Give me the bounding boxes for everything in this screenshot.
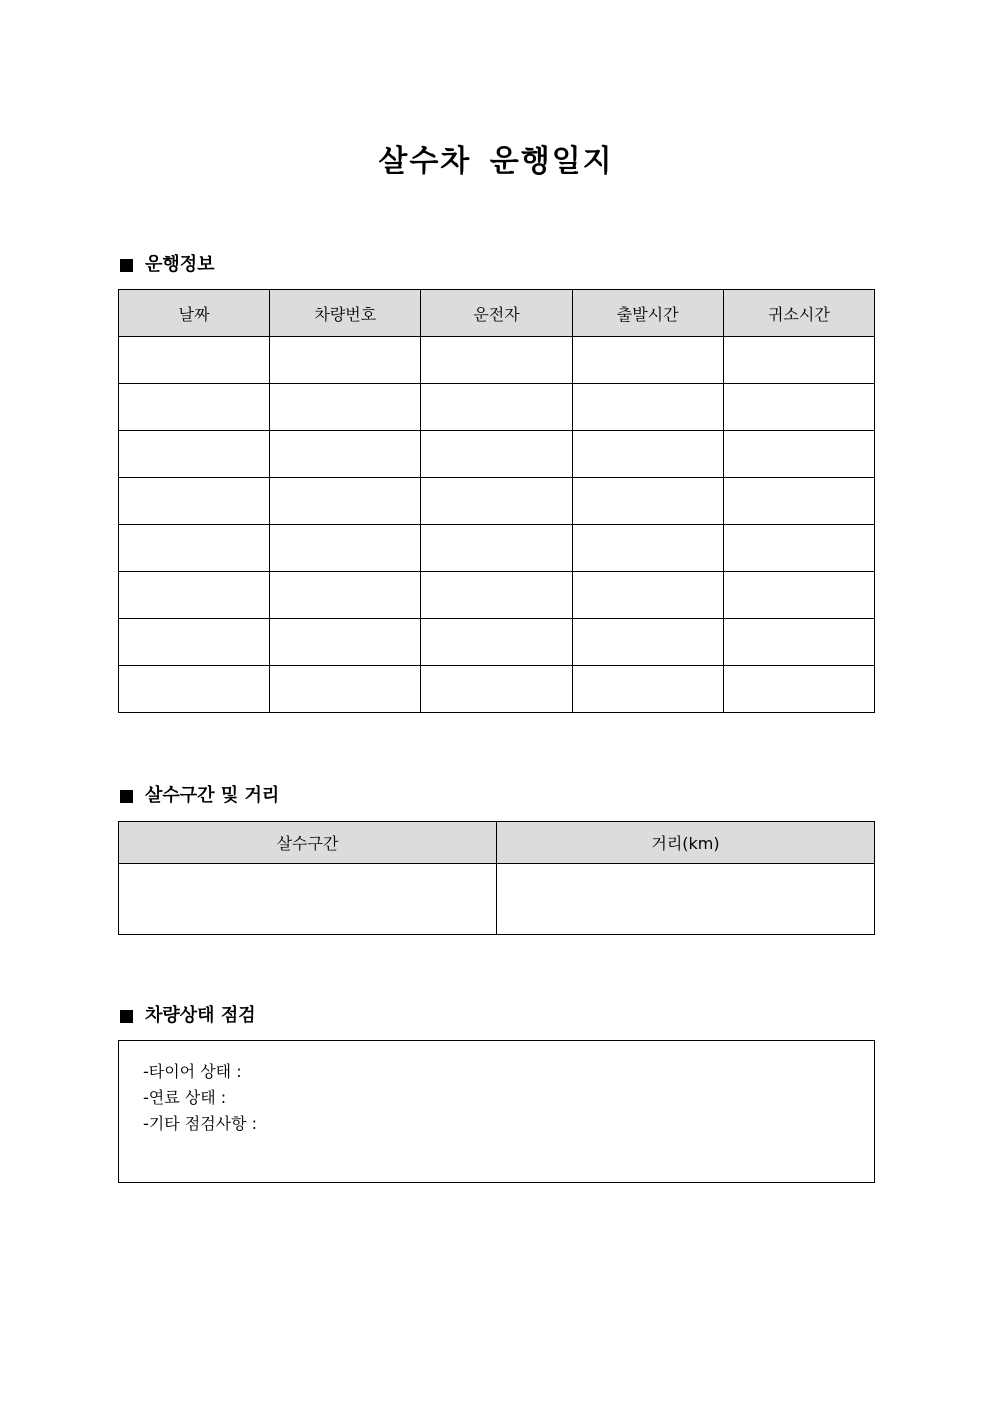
table-header-row — [119, 822, 875, 864]
table-row — [119, 666, 875, 713]
column-header-return-time: 귀소시간 — [723, 290, 874, 337]
driver-cell[interactable] — [421, 431, 572, 478]
date-cell[interactable] — [119, 572, 270, 619]
vehicle-number-cell[interactable] — [270, 337, 421, 384]
page-title: 살수차 운행일지 — [378, 144, 614, 179]
date-cell[interactable] — [119, 619, 270, 666]
departure-time-cell[interactable] — [572, 478, 723, 525]
section-heading-route — [120, 784, 279, 808]
departure-time-cell[interactable] — [572, 431, 723, 478]
driver-cell[interactable] — [421, 666, 572, 713]
section-heading-label: 차량상태 점검 — [145, 1005, 256, 1026]
return-time-cell[interactable] — [723, 525, 874, 572]
vehicle-number-cell[interactable] — [270, 431, 421, 478]
table-header-row — [119, 290, 875, 337]
return-time-cell[interactable] — [723, 666, 874, 713]
square-bullet-icon — [120, 790, 133, 803]
departure-time-cell[interactable] — [572, 384, 723, 431]
return-time-cell[interactable] — [723, 478, 874, 525]
date-cell[interactable] — [119, 384, 270, 431]
driver-cell[interactable] — [421, 572, 572, 619]
square-bullet-icon — [120, 259, 133, 272]
vehicle-number-cell[interactable] — [270, 384, 421, 431]
return-time-cell[interactable] — [723, 619, 874, 666]
column-header-distance: 거리(km) — [497, 822, 875, 864]
driver-cell[interactable] — [421, 478, 572, 525]
other-notes-line: -기타 점검사항 : — [143, 1114, 258, 1133]
date-cell[interactable] — [119, 431, 270, 478]
table-row — [119, 478, 875, 525]
spray-section-cell[interactable] — [119, 864, 497, 935]
date-cell[interactable] — [119, 337, 270, 384]
departure-time-cell[interactable] — [572, 666, 723, 713]
table-row — [119, 619, 875, 666]
departure-time-cell[interactable] — [572, 572, 723, 619]
table-row — [119, 864, 875, 935]
departure-time-cell[interactable] — [572, 525, 723, 572]
vehicle-number-cell[interactable] — [270, 478, 421, 525]
table-row — [119, 337, 875, 384]
vehicle-number-cell[interactable] — [270, 619, 421, 666]
departure-time-cell[interactable] — [572, 337, 723, 384]
column-header-departure-time: 출발시간 — [572, 290, 723, 337]
column-header-date: 날짜 — [119, 290, 270, 337]
return-time-cell[interactable] — [723, 431, 874, 478]
vehicle-inspection-box[interactable] — [118, 1040, 875, 1183]
table-row — [119, 431, 875, 478]
table-row — [119, 572, 875, 619]
vehicle-number-cell[interactable] — [270, 525, 421, 572]
section-heading-label: 운행정보 — [145, 254, 215, 275]
tire-status-line: -타이어 상태 : — [143, 1062, 242, 1081]
fuel-status-line: -연료 상태 : — [143, 1088, 227, 1107]
distance-cell[interactable] — [497, 864, 875, 935]
column-header-vehicle-number: 차량번호 — [270, 290, 421, 337]
section-heading-inspection — [120, 1004, 256, 1028]
return-time-cell[interactable] — [723, 384, 874, 431]
square-bullet-icon — [120, 1010, 133, 1023]
driver-cell[interactable] — [421, 619, 572, 666]
spray-route-table — [118, 821, 875, 935]
date-cell[interactable] — [119, 525, 270, 572]
section-heading-info — [120, 253, 215, 277]
driver-cell[interactable] — [421, 525, 572, 572]
departure-time-cell[interactable] — [572, 619, 723, 666]
section-heading-label: 살수구간 및 거리 — [145, 785, 280, 806]
operation-info-table — [118, 289, 875, 713]
driver-cell[interactable] — [421, 337, 572, 384]
date-cell[interactable] — [119, 478, 270, 525]
date-cell[interactable] — [119, 666, 270, 713]
column-header-spray-section: 살수구간 — [119, 822, 497, 864]
return-time-cell[interactable] — [723, 337, 874, 384]
table-row — [119, 525, 875, 572]
vehicle-number-cell[interactable] — [270, 572, 421, 619]
return-time-cell[interactable] — [723, 572, 874, 619]
column-header-driver: 운전자 — [421, 290, 572, 337]
driver-cell[interactable] — [421, 384, 572, 431]
vehicle-number-cell[interactable] — [270, 666, 421, 713]
table-row — [119, 384, 875, 431]
